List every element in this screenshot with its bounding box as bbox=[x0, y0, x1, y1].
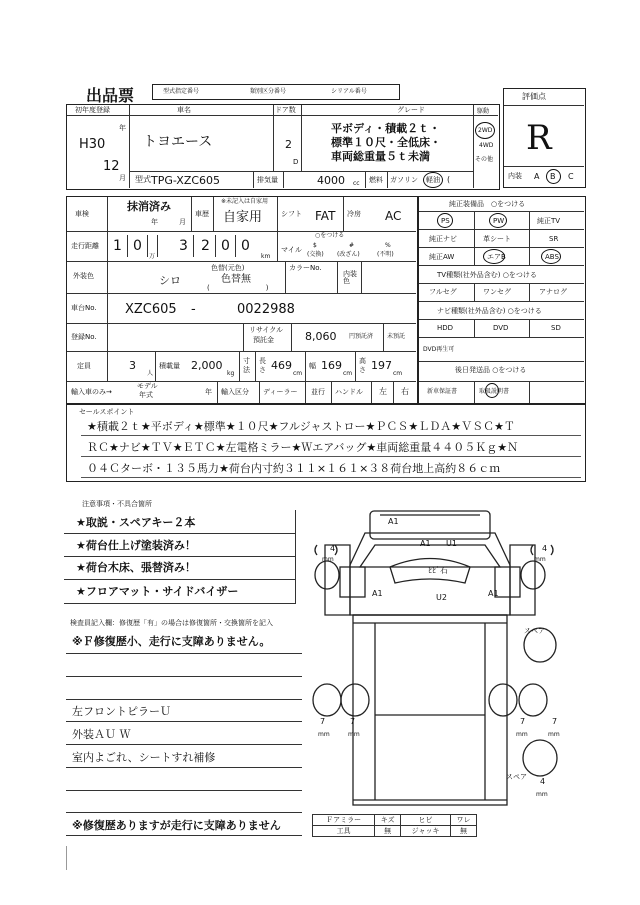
legend-h: 無 bbox=[451, 826, 477, 837]
legend-g: ジャッキ bbox=[401, 826, 451, 837]
load-value: 2,000 bbox=[191, 359, 223, 372]
equipment-grid bbox=[418, 196, 586, 404]
import-parallel: 並行 bbox=[311, 388, 325, 396]
mileage-digit-7: 0 bbox=[221, 238, 230, 254]
mileage-mark-2: # bbox=[349, 242, 355, 249]
month-unit: 月 bbox=[119, 174, 126, 182]
note-item-1: ★取説・スペアキー２本 bbox=[76, 516, 196, 529]
fuel-diesel: 軽油 bbox=[426, 176, 440, 184]
note-item-4: ★フロアマット・サイドバイザー bbox=[76, 585, 239, 598]
mileage-km-unit: km bbox=[261, 253, 271, 260]
spare-2-depth: 4 bbox=[540, 777, 546, 786]
drive-2wd-circle bbox=[475, 122, 495, 139]
serial-label: シリアル番号 bbox=[331, 88, 367, 95]
model-label: 型式 bbox=[135, 175, 151, 184]
chassis-label: 車台No. bbox=[71, 304, 97, 312]
mileage-digit-8: 0 bbox=[241, 238, 250, 254]
notes-list bbox=[64, 510, 296, 606]
grade-line-2: 標準１０尺・全低床・ bbox=[331, 136, 441, 149]
width-unit: cm bbox=[343, 370, 353, 377]
tire-fl-mm: mm bbox=[322, 556, 334, 563]
length-value: 469 bbox=[271, 359, 292, 372]
tire-rr-mm-2: mm bbox=[548, 731, 560, 738]
dims-label: 寸法 bbox=[243, 357, 250, 374]
equip-leather: 革シート bbox=[483, 235, 511, 243]
handle-right: 右 bbox=[401, 387, 409, 396]
equip-tv: 純正TV bbox=[537, 217, 561, 225]
spare-2-label: スペア bbox=[506, 773, 527, 781]
tire-fr-mm: mm bbox=[534, 556, 546, 563]
inspector-line-1: ※Ｆ修復歴小、走行に支障ありません。 bbox=[72, 635, 271, 648]
diag-a1-top-left: A1 bbox=[388, 517, 399, 526]
grade-label: グレード bbox=[397, 106, 425, 114]
drive-4wd: 4WD bbox=[479, 142, 494, 149]
notes-title: 注意事項・不具合箇所 bbox=[82, 500, 152, 508]
recycle-label-2: 預託金 bbox=[253, 336, 274, 344]
tire-rr-mm-1: mm bbox=[516, 731, 528, 738]
usage-value: 自家用 bbox=[223, 210, 263, 225]
grade-line-3: 車両総重量５ｔ未満 bbox=[331, 150, 430, 163]
mileage-man-unit: 万 bbox=[149, 253, 156, 260]
year-unit: 年 bbox=[119, 124, 126, 132]
legend-b: キズ bbox=[375, 815, 401, 826]
tire-fl-bracket-right bbox=[335, 545, 337, 555]
tv-fullseg: フルセグ bbox=[429, 288, 457, 296]
bed-frame bbox=[353, 615, 507, 805]
chassis-dash: - bbox=[191, 302, 196, 317]
wheel-front-right bbox=[521, 561, 545, 589]
manual: 取扱説明書 bbox=[479, 388, 510, 395]
load-unit: kg bbox=[227, 370, 235, 377]
tv-type-title: TV種類(社外品含む) ○をつける bbox=[437, 271, 537, 279]
equip-sr: SR bbox=[549, 235, 559, 243]
rating-value: R bbox=[526, 118, 552, 158]
handle-label: ハンドル bbox=[335, 388, 363, 396]
sales-line-3: ０４Ｃターボ・１３５馬力★荷台内寸約３１１×１６１×３８荷台地上高約８６ｃｍ bbox=[87, 462, 501, 475]
sales-points-label: セールスポイント bbox=[79, 408, 135, 416]
mileage-digit-4: 3 bbox=[179, 238, 188, 254]
tire-fr-depth: 4 bbox=[542, 544, 548, 553]
navi-type-title: ナビ種類(社外品含む) ○をつける bbox=[437, 307, 542, 315]
tire-rl-mm-1: mm bbox=[318, 731, 330, 738]
color-value: シロ bbox=[159, 274, 181, 287]
wheel-rear-right-inner bbox=[489, 684, 517, 716]
height-unit: cm bbox=[393, 370, 403, 377]
import-only-label: 輸入車のみ→ bbox=[71, 388, 112, 396]
interior-a: A bbox=[534, 172, 540, 181]
displacement-value: 4000 bbox=[317, 174, 345, 187]
equip-abs: ABS bbox=[545, 253, 559, 261]
color-change-value: 色替無 bbox=[221, 274, 251, 285]
grade-line-1: 平ボディ・積載２ｔ・ bbox=[331, 122, 441, 135]
inspector-line-5: ※修復歴ありますが走行に支障ありません bbox=[72, 819, 281, 832]
left-door bbox=[340, 567, 365, 597]
drive-label: 駆動 bbox=[477, 108, 490, 115]
equip-pw: PW bbox=[493, 217, 505, 225]
rear-title: 後日発送品 ○をつける bbox=[455, 366, 527, 374]
height-label: 高さ bbox=[359, 357, 366, 374]
chassis-prefix: XZC605 bbox=[125, 302, 177, 317]
tire-rr-depth-1: 7 bbox=[520, 717, 526, 726]
inspector-title: 検査員記入欄：修復歴「有」の場合は修復箇所・交換箇所を記入 bbox=[70, 619, 273, 627]
recycle-deposited: 円預託済 bbox=[349, 333, 374, 340]
chassis-number: 0022988 bbox=[237, 302, 295, 317]
height-value: 197 bbox=[371, 359, 392, 372]
drive-2wd: 2WD bbox=[478, 127, 493, 134]
right-door bbox=[495, 567, 520, 597]
rating-label: 評価点 bbox=[522, 92, 546, 101]
month: 12 bbox=[103, 159, 120, 174]
dvd-player: DVD再生可 bbox=[423, 346, 455, 353]
length-label: 長さ bbox=[259, 357, 266, 374]
diag-u1: U1 bbox=[446, 539, 457, 548]
note-item-2: ★荷台仕上げ塗装済み！ bbox=[76, 539, 196, 552]
import-type-label: 輸入区分 bbox=[221, 388, 249, 396]
diag-a1-left: A1 bbox=[372, 589, 383, 598]
drive-other: その他 bbox=[475, 156, 494, 163]
doors-value: 2 bbox=[285, 138, 292, 151]
capacity-value: 3 bbox=[129, 359, 136, 372]
mileage-mark-1: $ bbox=[313, 242, 317, 249]
diag-u2: U2 bbox=[436, 593, 447, 602]
shift-label: シフト bbox=[281, 210, 302, 218]
equip-ps-circle bbox=[437, 213, 453, 228]
diag-hibi: ﾋﾋﾞ石 bbox=[428, 566, 448, 575]
registration-label: 登録No. bbox=[71, 333, 97, 341]
legend-d: ワレ bbox=[451, 815, 477, 826]
inspection-year-unit: 年 bbox=[151, 218, 158, 226]
vehicle-name: トヨエース bbox=[143, 134, 213, 150]
tv-oneseg: ワンセグ bbox=[483, 288, 511, 296]
inspection-value: 抹消済み bbox=[127, 200, 171, 213]
doors-unit: D bbox=[293, 158, 299, 166]
wheel-rear-left-inner bbox=[341, 684, 369, 716]
color-no-label: カラーNo. bbox=[289, 264, 322, 272]
first-reg-label: 初年度登録 bbox=[75, 106, 110, 114]
inspection-label: 車検 bbox=[75, 210, 89, 218]
diag-a1-top: A1 bbox=[420, 539, 431, 548]
mileage-digit-1: 1 bbox=[113, 238, 122, 254]
legend-table bbox=[312, 814, 477, 837]
wheel-rear-left-outer bbox=[313, 684, 341, 716]
model-value: TPG-XZC605 bbox=[151, 174, 221, 187]
doors-label: ドア数 bbox=[275, 106, 296, 114]
vehicle-block bbox=[66, 104, 500, 190]
model-year-unit: 年 bbox=[205, 388, 212, 396]
equip-airbag: エアB bbox=[487, 253, 506, 261]
model-year-label-1: モデル bbox=[137, 382, 158, 390]
diag-a1-right: A1 bbox=[488, 589, 499, 598]
inspection-month-unit: 月 bbox=[179, 218, 186, 226]
vehicle-diagram bbox=[305, 505, 595, 815]
displacement-label: 排気量 bbox=[257, 176, 278, 184]
equip-abs-circle bbox=[541, 249, 561, 264]
inspector-line-2: 左フロントピラーＵ bbox=[72, 705, 171, 718]
tire-rl-depth-1: 7 bbox=[320, 717, 326, 726]
tire-fl-bracket-left bbox=[315, 545, 317, 555]
equipment-title: 純正装備品 ○をつける bbox=[449, 200, 526, 208]
mileage-digit-6: 2 bbox=[201, 238, 210, 254]
tire-rl-depth-2: 7 bbox=[350, 717, 356, 726]
interior-b-circle bbox=[546, 169, 561, 184]
manual-circle bbox=[485, 383, 499, 398]
name-label: 車名 bbox=[177, 106, 191, 114]
inspector-line-4: 室内よごれ、シートすれ補修 bbox=[72, 751, 216, 764]
equip-airbag-circle bbox=[483, 249, 505, 264]
fuel-gasoline: ガソリン bbox=[390, 176, 418, 184]
model-year-label-2: 年式 bbox=[139, 391, 153, 399]
equip-aw: 純正AW bbox=[429, 253, 455, 261]
navi-hdd: HDD bbox=[437, 324, 454, 332]
import-dealer: ディーラー bbox=[263, 388, 298, 396]
interior-b: B bbox=[550, 172, 556, 181]
interior-label: 内装 bbox=[508, 172, 522, 180]
sales-points bbox=[66, 404, 586, 482]
spare-wheel-2 bbox=[523, 740, 557, 776]
page-title: 出品票 bbox=[86, 86, 135, 105]
width-value: 169 bbox=[321, 359, 342, 372]
mile-label: マイル bbox=[281, 246, 302, 254]
navi-dvd: DVD bbox=[493, 324, 509, 332]
equip-pw-circle bbox=[489, 213, 507, 228]
recycle-label-1: リサイクル bbox=[249, 326, 284, 334]
id-row bbox=[152, 84, 400, 100]
load-label: 積載量 bbox=[159, 362, 180, 370]
usage-note: ※未記入は自家用 bbox=[221, 198, 269, 205]
wheel-rear-right-outer bbox=[519, 684, 547, 716]
shift-value: FAT bbox=[315, 209, 336, 223]
new-warranty: 新車保証書 bbox=[427, 388, 458, 395]
handle-left: 左 bbox=[379, 387, 387, 396]
spec-grid bbox=[66, 196, 418, 404]
displacement-unit: cc bbox=[353, 180, 360, 187]
navi-sd: SD bbox=[551, 324, 561, 332]
color-change-paren: ( ) bbox=[207, 284, 269, 292]
tire-rl-mm-2: mm bbox=[348, 731, 360, 738]
color-label: 外装色 bbox=[73, 272, 94, 280]
ac-label: 冷房 bbox=[347, 210, 361, 218]
width-label: 幅 bbox=[309, 362, 316, 370]
interior-c: C bbox=[568, 172, 574, 181]
mileage-digit-2: 0 bbox=[133, 238, 142, 254]
mileage-circle-note: ○をつける bbox=[315, 232, 345, 239]
length-unit: cm bbox=[293, 370, 303, 377]
mileage-mark-3-label: (不明) bbox=[377, 251, 394, 258]
mileage-mark-2-label: (改ざん) bbox=[337, 251, 360, 258]
spare-2-mm: mm bbox=[536, 791, 548, 798]
usage-label: 車歴 bbox=[195, 210, 209, 218]
tire-fr-bracket-left bbox=[531, 545, 533, 555]
fuel-label: 燃料 bbox=[369, 176, 383, 184]
recycle-value: 8,060 bbox=[305, 330, 337, 343]
sales-line-1: ★積載２ｔ★平ボディ★標準★１０尺★フルジャストロー★ＰＣＳ★ＬＤＡ★ＶＳＣ★Ｔ bbox=[87, 420, 515, 433]
sales-line-2: ＲＣ★ナビ★ＴＶ★ＥＴＣ★左電格ミラー★Ｗエアバッグ★車両総重量４４０５Ｋｇ★Ｎ bbox=[87, 441, 519, 454]
mileage-mark-3: % bbox=[385, 242, 391, 249]
color-change-label: 色替(元色) bbox=[211, 264, 245, 272]
tire-fl-depth: 4 bbox=[330, 544, 336, 553]
windshield bbox=[360, 545, 500, 567]
year-era: H30 bbox=[79, 137, 106, 152]
legend-c: ヒビ bbox=[401, 815, 451, 826]
model-designation-label: 型式指定番号 bbox=[163, 88, 200, 95]
inspector-line-3: 外装ＡＵ Ｗ bbox=[72, 728, 131, 741]
interior-color-label: 内装色 bbox=[343, 270, 357, 285]
capacity-label: 定員 bbox=[77, 362, 91, 370]
cab-right-side bbox=[510, 545, 535, 615]
legend-a: Ｆアミラー bbox=[313, 815, 375, 826]
spare-1-label: スペア bbox=[524, 627, 545, 635]
capacity-unit: 人 bbox=[147, 370, 154, 377]
legend-e: 工具 bbox=[313, 826, 375, 837]
wheel-front-left bbox=[315, 561, 339, 589]
tv-analog: アナログ bbox=[539, 288, 567, 296]
mileage-label: 走行距離 bbox=[71, 242, 99, 250]
mileage-mark-1-label: (交換) bbox=[307, 251, 324, 258]
note-item-3: ★荷台木床、張替済み！ bbox=[76, 561, 196, 574]
category-label: 類別区分番号 bbox=[250, 88, 287, 95]
equip-navi: 純正ナビ bbox=[429, 235, 457, 243]
rating-box bbox=[503, 88, 586, 188]
tire-fr-bracket-right bbox=[551, 545, 553, 555]
tire-rr-depth-2: 7 bbox=[552, 717, 558, 726]
fuel-diesel-circle bbox=[423, 172, 443, 188]
legend-f: 無 bbox=[375, 826, 401, 837]
ac-value: AC bbox=[385, 209, 402, 223]
recycle-not-deposited: 未預託 bbox=[387, 333, 406, 340]
equip-ps: PS bbox=[441, 217, 450, 225]
fuel-paren: ( bbox=[447, 175, 451, 184]
